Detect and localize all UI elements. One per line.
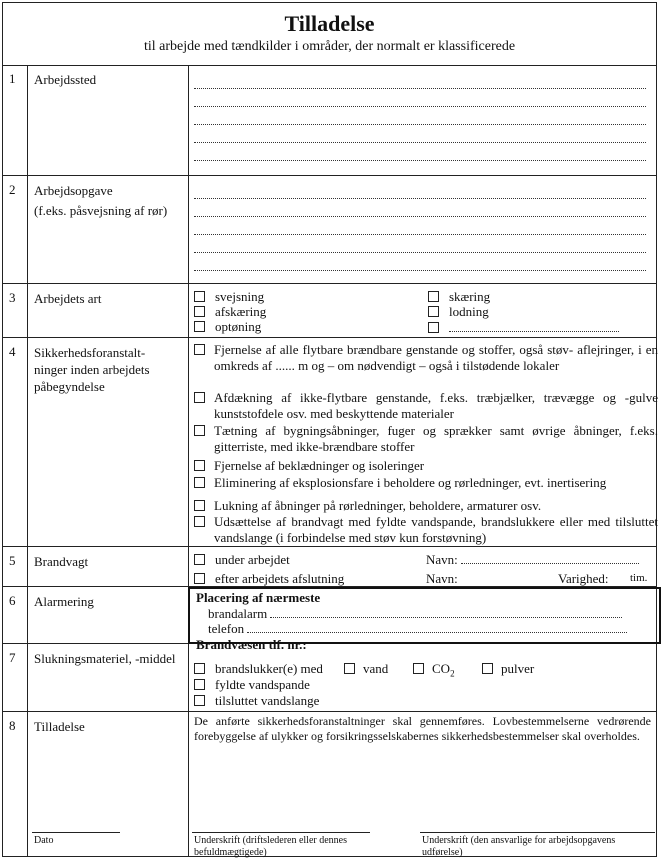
signature-label-dato: Dato	[34, 835, 54, 846]
signature-line-ansvarlig[interactable]	[420, 832, 655, 833]
checkbox-vand[interactable]	[344, 663, 355, 674]
section-number: 7	[9, 650, 16, 665]
safety-item-text: Lukning af åbninger på rørledninger, beholdere, armaturer osv.	[214, 498, 542, 513]
checkbox-co2[interactable]	[413, 663, 424, 674]
option-label: under arbejdet	[215, 552, 290, 567]
checkbox-other[interactable]	[428, 322, 439, 333]
section-label: Slukningsmateriel, -middel	[34, 651, 176, 666]
checkbox-skaering[interactable]	[428, 291, 439, 302]
section-number: 6	[9, 593, 16, 608]
safety-item-text: Afdækning af ikke-flytbare genstande, f.eks. træbjælker, trævægge og -gulve kunststofdele osv. med beskyttende materialer	[214, 390, 658, 421]
navn-label: Navn:	[426, 552, 458, 567]
signature-line-dato[interactable]	[32, 832, 120, 833]
telefon-label: telefon	[208, 621, 245, 636]
option-label: pulver	[501, 661, 535, 676]
arbejdsopgave-lines[interactable]	[194, 181, 646, 271]
option-subscript: 2	[450, 668, 455, 679]
section-number: 3	[9, 290, 16, 305]
option-label: fyldte vandspande	[215, 677, 310, 692]
section-label: Arbejdets art	[34, 291, 102, 306]
alarm-heading: Placering af nærmeste	[196, 590, 321, 605]
section-1-row	[3, 65, 656, 176]
navn-field[interactable]	[461, 552, 639, 564]
checkbox-lodning[interactable]	[428, 306, 439, 317]
section-5-row	[3, 547, 656, 587]
other-work-field[interactable]	[449, 319, 619, 332]
safety-checkbox[interactable]	[194, 460, 205, 471]
brandalarm-label: brandalarm	[208, 605, 268, 621]
section-4-row	[3, 338, 656, 547]
varighed-label: Varighed:	[558, 571, 609, 586]
navn-label: Navn:	[426, 571, 458, 586]
checkbox-svejsning[interactable]	[194, 291, 205, 302]
brandvaesen-label: Brandvæsen tlf. nr.:	[196, 636, 307, 652]
extinguishing-options	[194, 661, 654, 709]
permit-form	[2, 2, 657, 857]
safety-checkbox[interactable]	[194, 392, 205, 403]
alarm-box-border	[188, 587, 661, 644]
option-label: vand	[363, 661, 389, 676]
section-label: Sikkerhedsforanstalt- ninger inden arbejdets påbegyndelse	[34, 345, 150, 394]
option-label: efter arbejdets afslutning	[215, 571, 345, 586]
option-label: afskæring	[215, 304, 267, 319]
safety-item-text: Fjernelse af beklædninger og isoleringer	[214, 458, 425, 473]
section-number: 4	[9, 344, 16, 359]
safety-item-text: Udsættelse af brandvagt med fyldte vandspande, brandslukkere eller med tilsluttet vandslange (i forbindelse med støv kun forstøvning)	[214, 514, 658, 545]
option-label: skæring	[449, 289, 491, 304]
section-label: Brandvagt	[34, 554, 89, 569]
form-title: Tilladelse	[284, 11, 375, 36]
option-label: tilsluttet vandslange	[215, 693, 320, 708]
checkbox-optoning[interactable]	[194, 321, 205, 332]
section-label-line1: Arbejdsopgave	[34, 183, 113, 198]
section-7-row	[3, 644, 656, 712]
safety-checkbox[interactable]	[194, 516, 205, 527]
form-subtitle: til arbejde med tændkilder i områder, der normalt er klassificerede	[143, 39, 516, 54]
option-label: CO	[432, 661, 451, 676]
fire-watch-options	[194, 552, 654, 588]
section-number: 8	[9, 718, 16, 733]
option-label: brandslukker(e) med	[215, 661, 323, 676]
option-label: optøning	[215, 319, 262, 334]
safety-item-text: Tætning af bygningsåbninger, fuger og sprækker samt øvrige åbninger, f.eks. gitterriste, med ikke-brændbare stoffer	[214, 423, 658, 454]
form-header	[3, 3, 656, 66]
signature-label-leder: Underskrift (driftslederen eller dennes befuldmægtigede)	[194, 835, 347, 858]
option-label: lodning	[449, 304, 489, 319]
section-number: 5	[9, 553, 16, 568]
checkbox-brandslukker[interactable]	[194, 663, 205, 674]
signature-line-leder[interactable]	[192, 832, 370, 833]
safety-checkbox[interactable]	[194, 425, 205, 436]
section-label: Alarmering	[34, 594, 94, 609]
work-type-options	[194, 289, 644, 334]
safety-checkbox[interactable]	[194, 500, 205, 511]
section-3-row	[3, 284, 656, 338]
checkbox-under-arbejdet[interactable]	[194, 554, 205, 565]
safety-item-text: Eliminering af eksplosionsfare i beholdere og rørledninger, evt. inertisering	[214, 475, 607, 490]
safety-checkbox[interactable]	[194, 477, 205, 488]
checkbox-vandspande[interactable]	[194, 679, 205, 690]
safety-measures-list	[194, 338, 658, 547]
checkbox-efter-arbejdet[interactable]	[194, 573, 205, 584]
safety-checkbox[interactable]	[194, 344, 205, 355]
checkbox-afskaering[interactable]	[194, 306, 205, 317]
section-2-row	[3, 176, 656, 284]
checkbox-vandslange[interactable]	[194, 695, 205, 706]
arbejdssted-lines[interactable]	[194, 71, 646, 161]
option-label: svejsning	[215, 289, 265, 304]
safety-item-text: Fjernelse af alle flytbare brændbare genstande og stoffer, også støv- aflejringer, i en omkreds af ...... m og – om nødvendigt – også i tilstødende lokaler	[214, 342, 658, 373]
section-number: 1	[9, 71, 16, 86]
tim-label: tim.	[630, 572, 648, 584]
signature-label-ansvarlig: Underskrift (den ansvarlige for arbejdsopgavens udførelse)	[422, 835, 616, 858]
section-label: Tilladelse	[34, 719, 85, 734]
section-label	[34, 182, 184, 219]
section-label-line2: (f.eks. påsvejsning af rør)	[34, 203, 168, 218]
section-label: Arbejdssted	[34, 72, 97, 87]
permit-text: De anførte sikkerhedsforanstaltninger skal gennemføres. Lovbestemmelserne vedrørende forebyggelse af ulykker og forsikringsselskabernes sikkerhedsbestemmelser skal overholdes.	[194, 714, 651, 743]
section-number: 2	[9, 182, 16, 197]
checkbox-pulver[interactable]	[482, 663, 493, 674]
